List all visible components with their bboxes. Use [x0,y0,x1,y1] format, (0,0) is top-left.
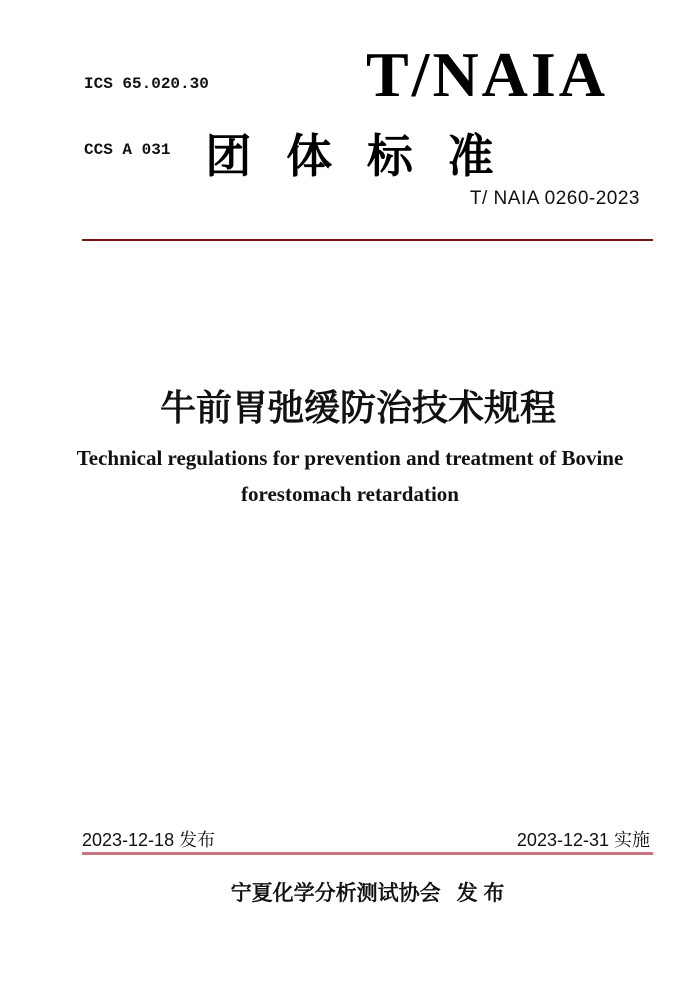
publisher-name: 宁夏化学分析测试协会 [230,882,441,905]
ccs-code: CCS A 031 [84,141,171,159]
standard-title-zh: 牛前胃弛缓防治技术规程 [159,387,556,428]
publisher-row [82,877,653,911]
ics-code: ICS 65.020.30 [84,75,209,93]
bottom-divider-rule [82,852,653,855]
document-type-heading: 团 体 标 准 [205,130,495,182]
dates-row [82,828,650,852]
standard-number: T/ NAIA 0260-2023 [469,188,640,209]
top-divider-rule [82,239,653,241]
implementation-date: 2023-12-31 实施 [516,830,650,850]
issue-date: 2023-12-18 发布 [82,830,216,850]
publish-action-label: 发 布 [456,882,505,905]
standard-title-en [0,440,700,512]
standard-title-en-line1: Technical regulations for prevention and treatment of Bovine [76,446,624,470]
society-logo: T/NAIA [365,39,609,110]
standard-title-en-line2: forestomach retardation [241,482,459,506]
